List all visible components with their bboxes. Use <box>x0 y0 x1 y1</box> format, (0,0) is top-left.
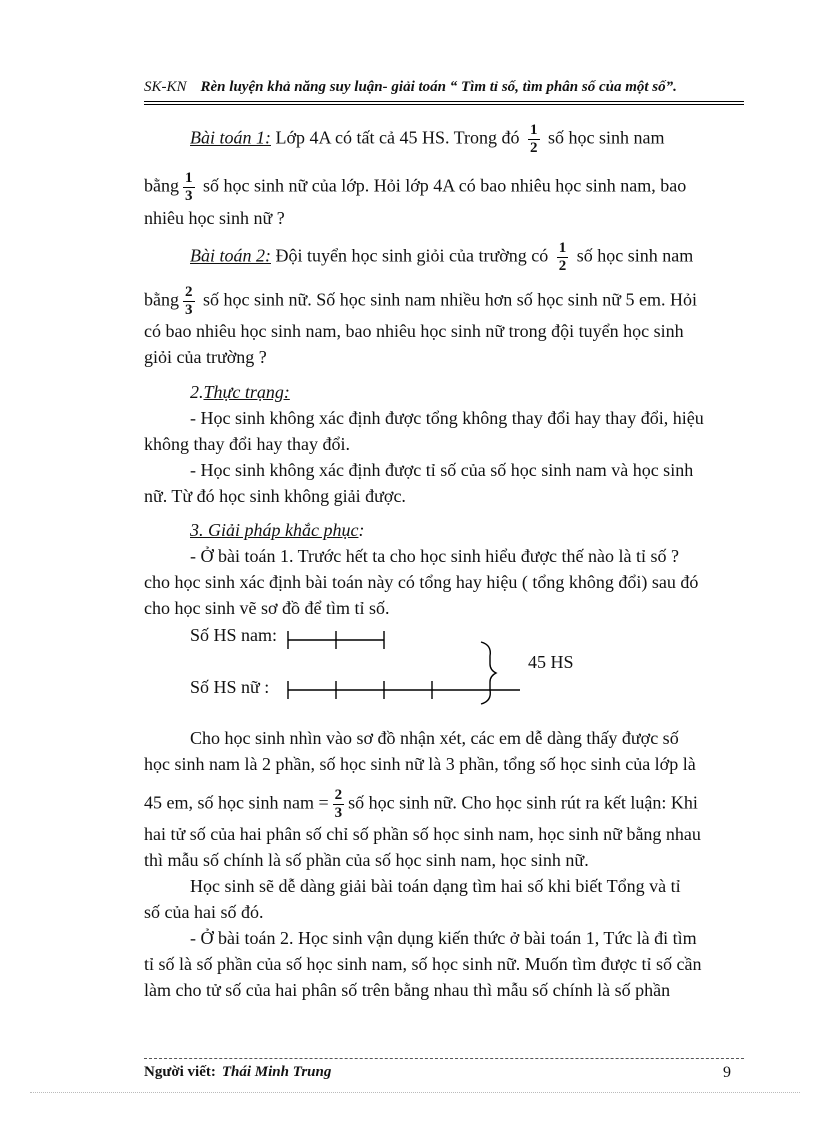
problem1-line2: bằng $\frac{1}{3}$ số học sinh nữ của lớp. Hỏi lớp 4A có bao nhiêu học sinh nam, bao <box>144 170 687 204</box>
para1-line2: học sinh nam là 2 phần, số học sinh nữ là 3 phần, tổng số học sinh của lớp là <box>144 754 696 774</box>
header-title: Rèn luyện khả năng suy luận- giải toán “ Tìm tỉ số, tìm phân số của một số”. <box>200 79 677 95</box>
para3-line2: tỉ số là số phần của số học sinh nam, số học sinh nữ. Muốn tìm được tỉ số cần <box>144 954 702 974</box>
problem2-line3: có bao nhiêu học sinh nam, bao nhiêu học sinh nữ trong đội tuyển học sinh <box>144 321 684 341</box>
fraction: $\frac{1}{2}$ <box>530 122 538 156</box>
para3-line3: làm cho tử số của hai phân số trên bằng nhau thì mẫu số chính là số phần <box>144 980 671 1000</box>
footer-author <box>144 1064 331 1081</box>
brace <box>481 642 496 704</box>
para2-line1: Học sinh sẽ dễ dàng giải bài toán dạng tìm hai số khi biết Tổng và tỉ <box>190 876 681 896</box>
para1-line1: Cho học sinh nhìn vào sơ đồ nhận xét, các em dễ dàng thấy được số <box>190 728 679 748</box>
section2-line2: không thay đổi hay thay đổi. <box>144 434 350 454</box>
fraction: $\frac{2}{3}$ <box>185 284 193 318</box>
fraction: $\frac{2}{3}$ <box>334 787 343 821</box>
section2-heading: 2.Thực trạng: <box>190 382 290 402</box>
fraction: $\frac{1}{3}$ <box>185 170 193 204</box>
para3-line1: - Ở bài toán 2. Học sinh vận dụng kiến thức ở bài toán 1, Tức là đi tìm <box>190 928 697 948</box>
para2-line2: số của hai số đó. <box>144 902 264 922</box>
footer-rule <box>144 1058 744 1059</box>
problem1-label: Bài toán 1: <box>190 127 271 148</box>
para1-line3: 45 em, số học sinh nam = $\frac{2}{3}$ số học sinh nữ. Cho học sinh rút ra kết luận: Khi <box>144 787 698 821</box>
section3-line2: cho học sinh xác định bài toán này có tổng hay hiệu ( tổng không đổi) sau đó <box>144 572 699 592</box>
section2-line4: nữ. Từ đó học sinh không giải được. <box>144 486 406 506</box>
para1-line5: thì mẫu số chính là số phần của số học sinh nam, học sinh nữ. <box>144 850 589 870</box>
fraction: $\frac{1}{2}$ <box>558 240 567 274</box>
problem2-label: Bài toán 2: <box>190 245 271 266</box>
problem1-line3: nhiêu học sinh nữ ? <box>144 208 285 228</box>
para1-line4: hai tử số của hai phân số chỉ số phần số học sinh nam, học sinh nữ bằng nhau <box>144 824 701 844</box>
problem2-line1: Bài toán 2: Đội tuyển học sinh giỏi của trường có $\frac{1}{2}$ số học sinh nam <box>190 240 694 274</box>
section3-line3: cho học sinh vẽ sơ đồ để tìm tỉ số. <box>144 598 390 618</box>
problem2-line4: giỏi của trường ? <box>144 347 267 367</box>
author-label: Người viết: <box>144 1064 216 1080</box>
section3-line1: - Ở bài toán 1. Trước hết ta cho học sinh hiểu được thế nào là tỉ số ? <box>190 546 679 566</box>
author-name: Thái Minh Trung <box>221 1064 332 1080</box>
diagram-total: 45 HS <box>528 652 574 672</box>
problem2-line2: bằng $\frac{2}{3}$ số học sinh nữ. Số học sinh nam nhiều hơn số học sinh nữ 5 em. Hỏi <box>144 284 698 318</box>
diagram-label-nu: Số HS nữ : <box>190 677 270 697</box>
header-code: SK-KN <box>144 79 187 95</box>
section2-line1: - Học sinh không xác định được tổng không thay đổi hay thay đổi, hiệu <box>190 408 704 428</box>
diagram-label-nam: Số HS nam: <box>190 625 278 645</box>
bottom-dotted-line <box>30 1092 800 1093</box>
section2-line3: - Học sinh không xác định được tỉ số của số học sinh nam và học sinh <box>190 460 694 480</box>
problem1-line1: Bài toán 1: Lớp 4A có tất cả 45 HS. Trong đó $\frac{1}{2}$ số học sinh nam <box>190 122 665 156</box>
section3-heading: 3. Giải pháp khắc phục: <box>190 520 365 540</box>
page-number: 9 <box>723 1064 731 1081</box>
